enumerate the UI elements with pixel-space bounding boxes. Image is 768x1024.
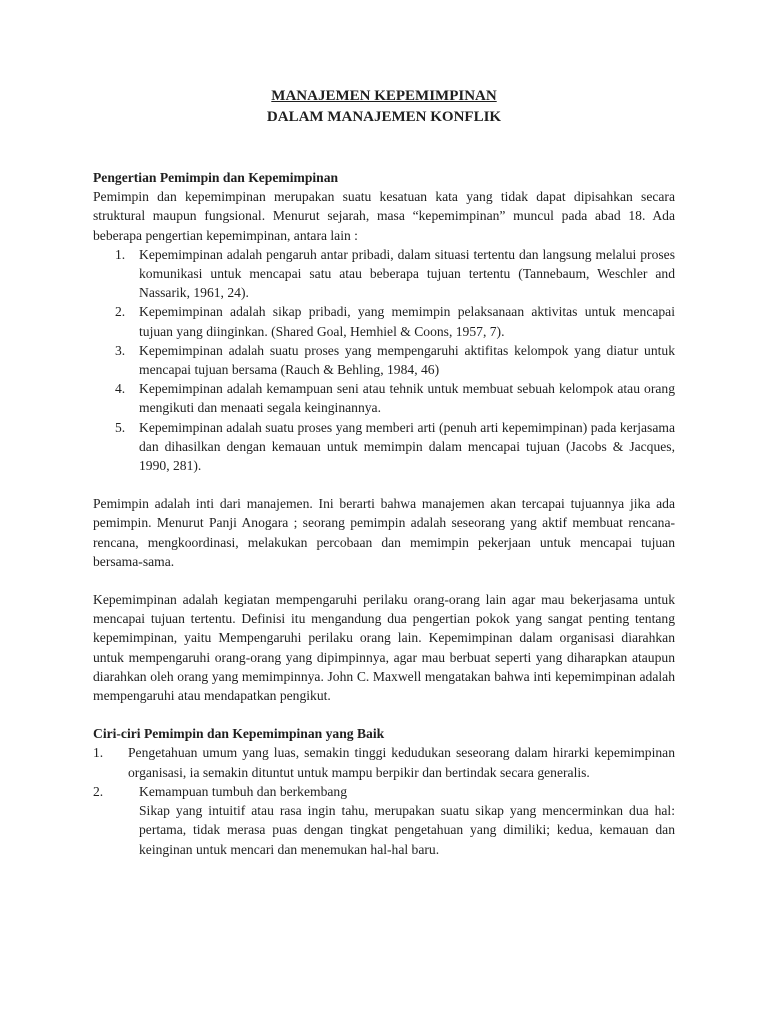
section-heading-pengertian: Pengertian Pemimpin dan Kepemimpinan	[93, 170, 339, 185]
title-line-1: MANAJEMEN KEPEMIMPINAN	[271, 88, 497, 104]
list-item	[93, 418, 675, 476]
list-number: 4.	[115, 381, 126, 397]
list-item	[93, 782, 675, 859]
paragraph-kepemimpinan: Kepemimpinan adalah kegiatan mempengaruhi perilaku orang-orang lain agar mau bekerjasama untuk mencapai tujuan tertentu. Definisi itu mengandung dua pengertian pokok yang sangat penting tentang kepemimpinan, yaitu Mempengaruhi perilaku orang lain. Kepemimpinan dalam organisasi diarahkan untuk mempengaruhi orang-orang yang dipimpinnya, agar mau berbuat seperti yang diharapkan ataupun diarahkan oleh orang yang memimpinnya. John C. Maxwell mengatakan bahwa inti kepemimpinan adalah mempengaruhi atau mendapatkan pengikut.	[93, 592, 675, 704]
list-item	[93, 341, 675, 379]
list-number: 1.	[93, 745, 104, 761]
list-item	[93, 743, 675, 781]
list-item-title: Kemampuan tumbuh dan berkembang	[139, 783, 348, 799]
list-item-text: Kepemimpinan adalah suatu proses yang mempengaruhi aktifitas kelompok yang diatur untuk mencapai tujuan bersama (Rauch & Behling, 1984, 46)	[139, 342, 675, 378]
list-number: 2.	[115, 304, 126, 320]
list-number: 5.	[115, 419, 126, 435]
title-line-2: DALAM MANAJEMEN KONFLIK	[266, 109, 502, 125]
definition-list	[93, 245, 675, 475]
list-item-text: Kepemimpinan adalah sikap pribadi, yang memimpin pelaksanaan aktivitas untuk mencapai tujuan yang diinginkan. (Shared Goal, Hemhiel & Coons, 1957, 7).	[139, 304, 675, 339]
list-item	[93, 379, 675, 417]
list-item-text: Kepemimpinan adalah pengaruh antar pribadi, dalam situasi tertentu dan langsung melalui proses komunikasi untuk mencapai satu atau beberapa tujuan tertentu (Tannebaum, Weschler and Nassarik, 1961, 24).	[139, 246, 675, 301]
list-number: 2.	[93, 783, 104, 799]
paragraph-pemimpin: Pemimpin adalah inti dari manajemen. Ini berarti bahwa manajemen akan tercapai tujuannya jika ada pemimpin. Menurut Panji Anogara ; seorang pemimpin adalah seseorang yang aktif membuat rencana-rencana, mengkoordinasi, melakukan percobaan dan memimpin pekerjaan untuk mencapai tujuan bersama-sama.	[93, 496, 675, 569]
list-item-text: Sikap yang intuitif atau rasa ingin tahu, merupakan suatu sikap yang mencerminkan dua hal: pertama, tidak merasa puas dengan tingkat pengetahuan yang dimiliki; kedua, kemauan dan keinginan untuk mencari dan menemukan hal-hal baru.	[139, 803, 675, 857]
list-item-text: Kepemimpinan adalah kemampuan seni atau tehnik untuk membuat sebuah kelompok atau orang mengikuti dan menaati segala keinginannya.	[139, 381, 675, 416]
list-number: 1.	[115, 246, 126, 262]
list-item	[93, 245, 675, 303]
intro-paragraph: Pemimpin dan kepemimpinan merupakan suatu kesatuan kata yang tidak dapat dipisahkan secara struktural maupun fungsional. Menurut sejarah, masa “kepemimpinan” muncul pada abad 18. Ada beberapa pengertian kepemimpinan, antara lain :	[93, 189, 675, 243]
document-title	[93, 86, 675, 128]
list-item-text: Kepemimpinan adalah suatu proses yang memberi arti (penuh arti kepemimpinan) pada kerjasama dan dihasilkan dengan kemauan untuk memimpin dalam mencapai tujuan (Jacobs & Jacques, 1990, 281).	[139, 419, 675, 474]
list-item-text: Pengetahuan umum yang luas, semakin tinggi kedudukan seseorang dalam hirarki kepemimpinan organisasi, ia semakin dituntut untuk mampu berpikir dan bertindak secara generalis.	[128, 745, 675, 780]
list-item	[93, 302, 675, 340]
list-number: 3.	[115, 342, 126, 358]
characteristics-list	[93, 743, 675, 858]
section-heading-ciri-ciri: Ciri-ciri Pemimpin dan Kepemimpinan yang Baik	[93, 726, 385, 742]
